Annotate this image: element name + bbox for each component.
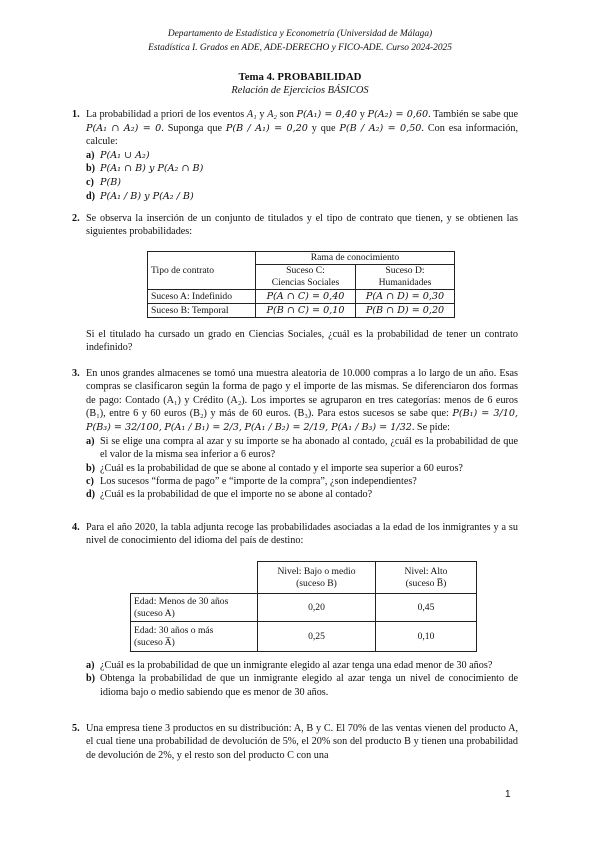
exercise-1-statement: La probabilidad a priori de los eventos A₁ y A₂ son P(A₁) = 0,40 y P(A₂) = 0,60. También se sabe que P(A₁ ∩ A₂) = 0. Suponga que P(B / A₁) = 0,20 y que P(B / A₂) = 0,50. Con esa información, calcule:	[86, 109, 519, 148]
table-cell: 0,10	[376, 622, 477, 652]
exercise-3	[72, 367, 518, 502]
exercise-number: 1.	[72, 109, 80, 120]
exercise-item: b) Obtenga la probabilidad de que un inmigrante elegido al azar tenga un nivel de conocimiento de idioma bajo o medio sabiendo que es menor de 30 años.	[86, 673, 518, 698]
exercise-item: d) P(A₁ / B) y P(A₂ / B)	[86, 190, 194, 202]
exercise-item: b) ¿Cuál es la probabilidad de que se abone al contado y el importe sea superior a 60 euros?	[86, 462, 463, 474]
exercise-number: 2.	[72, 213, 80, 224]
exercise-number: 5.	[72, 723, 80, 734]
exercise-item: b) P(A₁ ∩ B) y P(A₂ ∩ B)	[86, 163, 204, 175]
exercise-number: 4.	[72, 522, 80, 533]
table-row-label: Suceso B: Temporal	[148, 304, 256, 318]
exercise-item: a) ¿Cuál es la probabilidad de que un inmigrante elegido al azar tenga una edad menor de 30 años?	[86, 660, 493, 671]
table-header-cell: Tipo de contrato	[148, 252, 256, 290]
exercise-4-statement: Para el año 2020, la tabla adjunta recoge las probabilidades asociadas a la edad de los inmigrantes y a su nivel de conocimiento del idioma del país de destino:	[86, 522, 518, 547]
document-title: Tema 4. PROBABILIDAD	[238, 71, 362, 83]
table-row-label: Suceso A: Indefinido	[148, 290, 256, 304]
immigrant-probability-table	[130, 561, 477, 652]
table-cell: P(B ∩ C) = 0,10	[256, 304, 356, 318]
exercise-2-statement: Se observa la inserción de un conjunto de titulados y el tipo de contrato que tienen, y se obtienen las siguientes probabilidades:	[86, 213, 518, 238]
table-header-cell: Nivel: Alto (suceso B̅)	[376, 562, 477, 594]
table-header-cell: Suceso D: Humanidades	[356, 265, 455, 290]
exercise-5-statement: Una empresa tiene 3 productos en su distribución: A, B y C. El 70% de las ventas vienen del producto A, el cual tiene una probabilidad de devolución de 5%, el 20% son del producto B y tienen una probabilidad de devolución de 2%, y el resto son del producto C con una	[86, 723, 518, 761]
table-empty-corner	[131, 562, 258, 594]
exercise-2	[72, 212, 518, 239]
document-subtitle: Relación de Ejercicios BÁSICOS	[231, 85, 369, 96]
exercise-4	[72, 521, 518, 548]
table-cell: 0,45	[376, 594, 477, 622]
exercise-1	[72, 108, 519, 203]
exercise-item: a) P(A₁ ∪ A₂)	[86, 149, 150, 161]
exercise-item: c) P(B)	[86, 177, 121, 189]
table-cell: P(B ∩ D) = 0,20	[356, 304, 455, 318]
table-header-cell: Rama de conocimiento	[256, 252, 455, 265]
table-row-label: Edad: Menos de 30 años (suceso A)	[131, 594, 258, 622]
table-cell: 0,25	[258, 622, 376, 652]
exercise-item: c) Los sucesos “forma de pago” e “importe de la compra”, ¿son independientes?	[86, 476, 417, 488]
contract-probability-table	[147, 251, 455, 318]
exercise-item: a) Si se elige una compra al azar y su importe se ha abonado al contado, ¿cuál es la probabilidad de que el valor de la misma sea inferior a 6 euros?	[86, 435, 518, 461]
table-row-label: Edad: 30 años o más (suceso A̅)	[131, 622, 258, 652]
header-course: Estadística I. Grados en ADE, ADE-DERECHO y FICO-ADE. Curso 2024-2025	[148, 42, 452, 53]
table-cell: P(A ∩ C) = 0,40	[256, 290, 356, 304]
table-header-cell: Suceso C: Ciencias Sociales	[256, 265, 356, 290]
exercise-item: d) ¿Cuál es la probabilidad de que el importe no se abone al contado?	[86, 489, 373, 501]
table-header-cell: Nivel: Bajo o medio (suceso B)	[258, 562, 376, 594]
page-header	[0, 28, 600, 55]
exercise-3-statement: En unos grandes almacenes se tomó una muestra aleatoria de 10.000 compras a lo largo de un año. Esas compras se clasificaron según la forma de pago y el importe de las mismas. Se diferenciaron dos formas de pago: Contado (A₁) y Crédito (A₂). Los importes se agruparon en tres categorías: menos de 6 euros (B₁), entre 6 y 60 euros (B₂) y más de 60 euros. (B₃). Para estos sucesos se sabe que: P(B₁) = 3/10, P(B₃) = 32/100, P(A₁ / B₁) = 2/3, P(A₁ / B₂) = 2/19, P(A₁ / B₃) = 1/32. Se pide:	[86, 368, 518, 434]
table-cell: 0,20	[258, 594, 376, 622]
page-number: 1	[505, 789, 511, 800]
exercise-number: 3.	[72, 368, 80, 379]
header-department: Departamento de Estadística y Econometría (Universidad de Málaga)	[167, 29, 433, 39]
exercise-2-question: Si el titulado ha cursado un grado en Ciencias Sociales, ¿cuál es la probabilidad de tener un contrato indefinido?	[86, 329, 518, 354]
exercise-5	[72, 722, 518, 762]
exercise-4-items	[86, 659, 518, 699]
table-cell: P(A ∩ D) = 0,30	[356, 290, 455, 304]
